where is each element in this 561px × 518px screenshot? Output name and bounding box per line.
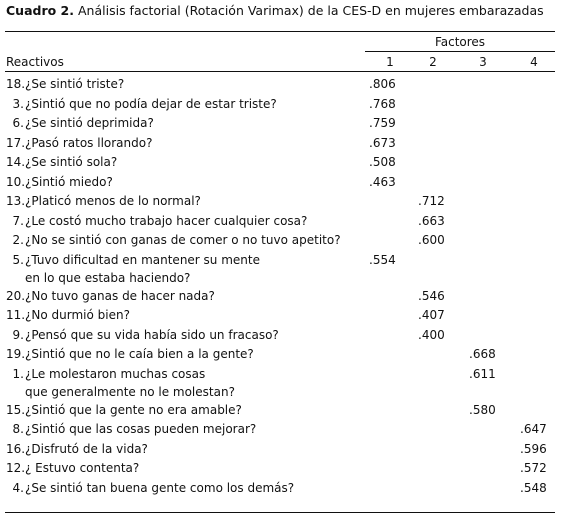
table-row (0, 116, 561, 136)
factor-loading: .806 (369, 77, 396, 91)
item-number: 13. (6, 194, 26, 208)
factor-column-2: 2 (429, 55, 437, 69)
factor-loading: .647 (520, 422, 547, 436)
factors-rule (365, 51, 555, 52)
factor-loading: .580 (469, 402, 496, 417)
caption-label: Cuadro 2. (6, 3, 75, 18)
factor-loading: .712 (418, 194, 445, 208)
table-row (0, 366, 561, 399)
table-row (0, 233, 561, 253)
item-number: 1. (12, 366, 24, 381)
item-number: 14. (6, 155, 26, 169)
factor-column-4: 4 (530, 55, 538, 69)
item-text: ¿Le costó mucho trabajo hacer cualquier cosa? (25, 213, 308, 228)
item-number: 2. (12, 233, 24, 247)
top-rule (5, 31, 555, 32)
table-row (0, 136, 561, 156)
factor-loading: .611 (469, 366, 496, 381)
table-row (0, 194, 561, 214)
item-text: ¿Disfrutó de la vida? (25, 441, 148, 456)
factor-loading: .508 (369, 155, 396, 169)
table-row (0, 481, 561, 501)
item-text: ¿Se sintió sola? (25, 155, 118, 169)
item-text: ¿No tuvo ganas de hacer nada? (25, 288, 215, 303)
table-row (0, 403, 561, 423)
table-row (0, 289, 561, 309)
table-row (0, 214, 561, 234)
item-text: ¿ Estuvo contenta? (25, 461, 140, 475)
item-text: ¿Se sintió deprimida? (25, 116, 154, 130)
item-number: 10. (6, 174, 26, 189)
item-text: ¿Pasó ratos llorando? (25, 135, 153, 150)
factor-loading: .596 (520, 441, 547, 456)
factor-loading: .759 (369, 116, 396, 130)
factor-loading: .463 (369, 174, 396, 189)
item-number: 6. (12, 116, 24, 130)
item-text: ¿Platicó menos de lo normal? (25, 194, 201, 208)
item-number: 8. (12, 422, 24, 436)
item-text: ¿Le molestaron muchas cosas (25, 366, 206, 381)
item-number: 5. (12, 252, 24, 267)
item-number: 15. (6, 402, 26, 417)
item-text: ¿Sintió que no podía dejar de estar triste? (25, 96, 277, 111)
item-text: ¿No se sintió con ganas de comer o no tuvo apetito? (25, 233, 341, 247)
table-row (0, 77, 561, 97)
item-number: 3. (12, 96, 24, 111)
factor-loading: .548 (520, 480, 547, 495)
item-text: ¿Tuvo dificultad en mantener su mente (25, 252, 260, 267)
items-header: Reactivos (6, 55, 64, 69)
factor-loading: .572 (520, 461, 547, 475)
factors-header: Factores (434, 35, 486, 49)
caption-text: Análisis factorial (Rotación Varimax) de la CES-D en mujeres embarazadas (78, 3, 544, 18)
item-number: 17. (6, 135, 26, 150)
factor-loading: .546 (418, 288, 445, 303)
table-caption (6, 3, 544, 18)
item-text-continued: que generalmente no le molestan? (25, 384, 235, 399)
item-number: 18. (6, 77, 26, 91)
item-number: 19. (6, 347, 26, 361)
factor-loading: .668 (469, 347, 496, 361)
header-rule (5, 71, 555, 72)
item-text: ¿Sintió que las cosas pueden mejorar? (25, 422, 257, 436)
item-text: ¿Pensó que su vida había sido un fracaso? (25, 327, 279, 342)
table-row (0, 175, 561, 195)
item-number: 9. (12, 327, 24, 342)
item-text: ¿Sintió miedo? (25, 174, 113, 189)
item-number: 4. (12, 480, 24, 495)
factor-column-1: 1 (386, 55, 394, 69)
item-number: 16. (6, 441, 26, 456)
factor-loading: .600 (418, 233, 445, 247)
factor-loading: .768 (369, 96, 396, 111)
item-text: ¿Sintió que no le caía bien a la gente? (25, 347, 254, 361)
factor-loading: .554 (369, 252, 396, 267)
factor-column-3: 3 (479, 55, 487, 69)
item-text: ¿No durmió bien? (25, 308, 130, 322)
item-number: 7. (12, 213, 24, 228)
factor-loading: .407 (418, 308, 445, 322)
bottom-rule (5, 512, 555, 513)
table-row (0, 442, 561, 462)
table-row (0, 308, 561, 328)
item-text: ¿Se sintió triste? (25, 77, 125, 91)
item-text-continued: en lo que estaba haciendo? (25, 270, 191, 285)
table-row (0, 347, 561, 367)
table-row (0, 252, 561, 285)
factor-loading: .400 (418, 327, 445, 342)
item-text: ¿Se sintió tan buena gente como los demás? (25, 480, 295, 495)
table-row (0, 422, 561, 442)
item-number: 12. (6, 461, 26, 475)
table-row (0, 461, 561, 481)
table-row (0, 328, 561, 348)
item-number: 11. (6, 308, 26, 322)
table-row (0, 155, 561, 175)
item-number: 20. (6, 288, 26, 303)
factor-loading: .673 (369, 135, 396, 150)
factor-loading: .663 (418, 213, 445, 228)
table-row (0, 97, 561, 117)
item-text: ¿Sintió que la gente no era amable? (25, 402, 242, 417)
